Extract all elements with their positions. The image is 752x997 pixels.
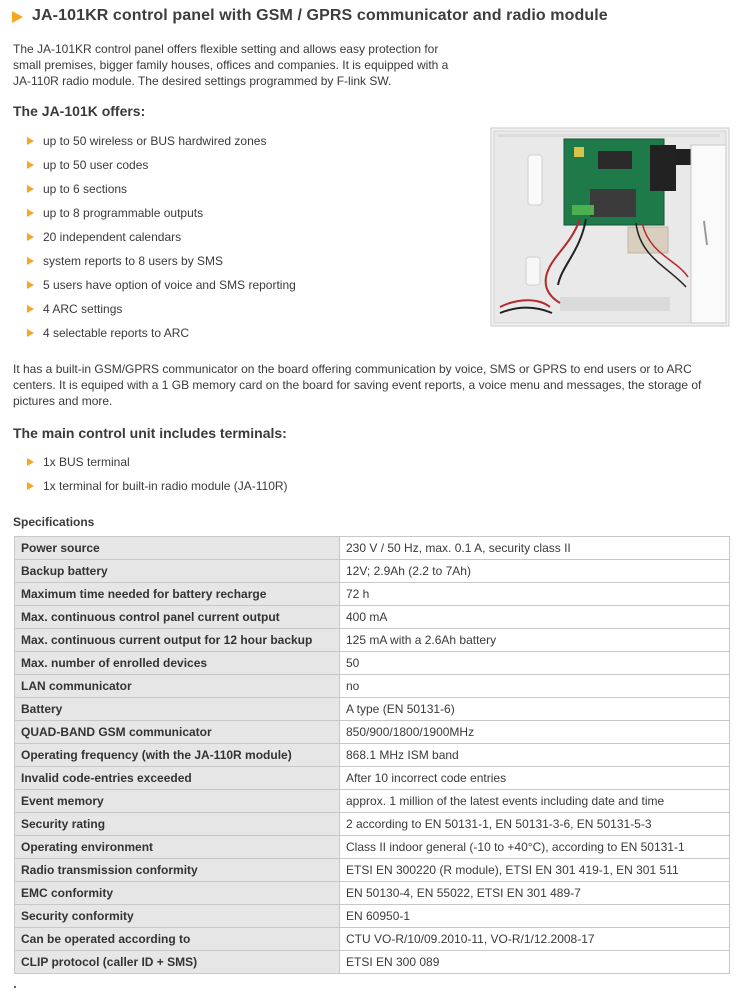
bullet-arrow-icon xyxy=(27,482,34,490)
table-row: Can be operated according to CTU VO-R/10/09.2010-11, VO-R/1/12.2008-17 xyxy=(15,928,730,951)
table-row: Event memory approx. 1 million of the latest events including date and time xyxy=(15,790,730,813)
list-item: system reports to 8 users by SMS xyxy=(27,249,296,273)
table-row: Radio transmission conformity ETSI EN 300220 (R module), ETSI EN 301 419-1, EN 301 511 xyxy=(15,859,730,882)
offers-list xyxy=(27,129,296,345)
bullet-arrow-icon xyxy=(27,233,34,241)
title-arrow-icon xyxy=(12,11,23,23)
control-panel-photo xyxy=(490,127,730,327)
table-row: Invalid code-entries exceeded After 10 incorrect code entries xyxy=(15,767,730,790)
table-row: Max. continuous control panel current output 400 mA xyxy=(15,606,730,629)
list-item: 5 users have option of voice and SMS reporting xyxy=(27,273,296,297)
bullet-arrow-icon xyxy=(27,161,34,169)
table-row: LAN communicator no xyxy=(15,675,730,698)
list-item: 1x terminal for built-in radio module (JA-110R) xyxy=(27,474,288,498)
bullet-arrow-icon xyxy=(27,185,34,193)
bullet-arrow-icon xyxy=(27,305,34,313)
table-row: Max. number of enrolled devices 50 xyxy=(15,652,730,675)
list-item: 4 selectable reports to ARC xyxy=(27,321,296,345)
list-item: up to 50 user codes xyxy=(27,153,296,177)
bullet-arrow-icon xyxy=(27,137,34,145)
table-row: Operating frequency (with the JA-110R module) 868.1 MHz ISM band xyxy=(15,744,730,767)
table-row: Security conformity EN 60950-1 xyxy=(15,905,730,928)
table-row: EMC conformity EN 50130-4, EN 55022, ETSI EN 301 489-7 xyxy=(15,882,730,905)
specifications-heading: Specifications xyxy=(13,515,95,529)
bullet-arrow-icon xyxy=(27,329,34,337)
terminals-list xyxy=(27,450,288,498)
table-row: Backup battery 12V; 2.9Ah (2.2 to 7Ah) xyxy=(15,560,730,583)
offers-heading: The JA-101K offers: xyxy=(13,103,146,119)
bullet-arrow-icon xyxy=(27,209,34,217)
bullet-arrow-icon xyxy=(27,257,34,265)
table-row: Operating environment Class II indoor general (-10 to +40°C), according to EN 50131-1 xyxy=(15,836,730,859)
table-row: Power source 230 V / 50 Hz, max. 0.1 A, security class II xyxy=(15,537,730,560)
intro-paragraph: The JA-101KR control panel offers flexible setting and allows easy protection for small premises, bigger family houses, offices and companies. It is equipped with a JA-110R radio module. The desired settings programmed by F-link SW. xyxy=(13,42,449,88)
table-row: Max. continuous current output for 12 hour backup 125 mA with a 2.6Ah battery xyxy=(15,629,730,652)
list-item: up to 8 programmable outputs xyxy=(27,201,296,225)
table-row: QUAD-BAND GSM communicator 850/900/1800/1900MHz xyxy=(15,721,730,744)
table-row: Security rating 2 according to EN 50131-1, EN 50131-3-6, EN 50131-5-3 xyxy=(15,813,730,836)
specifications-table xyxy=(14,536,730,974)
page-title: JA-101KR control panel with GSM / GPRS communicator and radio module xyxy=(32,7,608,24)
list-item: up to 50 wireless or BUS hardwired zones xyxy=(27,129,296,153)
table-row: Maximum time needed for battery recharge 72 h xyxy=(15,583,730,606)
table-row: CLIP protocol (caller ID + SMS) ETSI EN 300 089 xyxy=(15,951,730,974)
list-item: 20 independent calendars xyxy=(27,225,296,249)
list-item: 1x BUS terminal xyxy=(27,450,288,474)
communicator-paragraph: It has a built-in GSM/GPRS communicator on the board offering communication by voice, SMS or GPRS to end users or to ARC centers. It is equiped with a 1 GB memory card on the board for saving event reports, a voice menu and messages, the storage of pictures and more. xyxy=(13,362,702,408)
page-heading xyxy=(12,7,608,25)
terminals-heading: The main control unit includes terminals: xyxy=(13,425,287,441)
table-row: Battery A type (EN 50131-6) xyxy=(15,698,730,721)
bullet-arrow-icon xyxy=(27,458,34,466)
list-item: up to 6 sections xyxy=(27,177,296,201)
trailing-dot xyxy=(14,986,16,988)
list-item: 4 ARC settings xyxy=(27,297,296,321)
bullet-arrow-icon xyxy=(27,281,34,289)
